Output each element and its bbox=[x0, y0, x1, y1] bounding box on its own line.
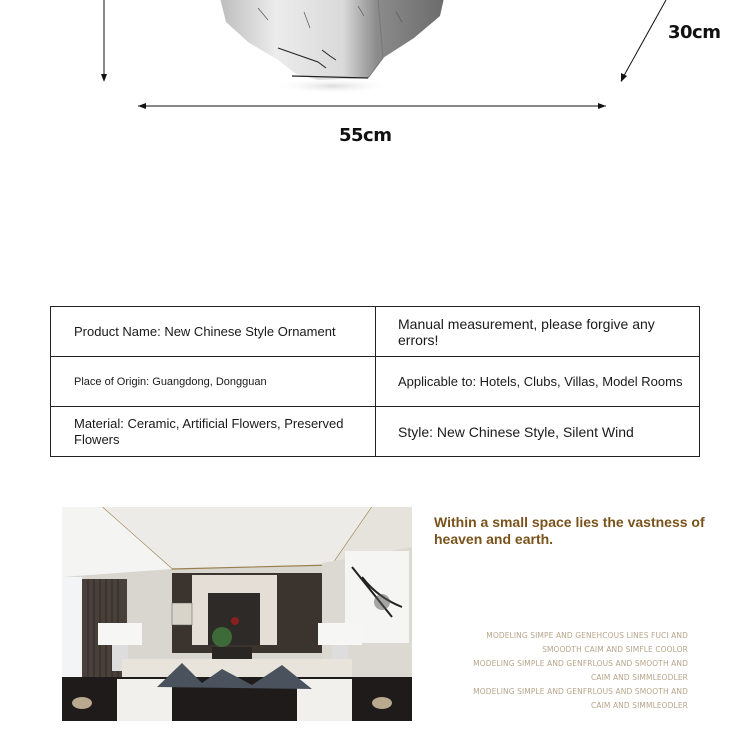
depth-arrow bbox=[621, 0, 666, 82]
feature-headline: Within a small space lies the vastness of heaven and earth. bbox=[434, 514, 705, 547]
width-arrow bbox=[138, 103, 606, 109]
spec-table bbox=[50, 306, 700, 457]
height-arrow bbox=[101, 0, 107, 82]
spec-place-of-origin: Place of Origin: Guangdong, Dongguan bbox=[51, 357, 376, 407]
living-room-photo bbox=[62, 507, 412, 721]
width-dimension-label: 55cm bbox=[339, 125, 392, 146]
fine-print-line: CAIM AND SIMMLEODLER bbox=[591, 701, 688, 710]
dimension-arrows bbox=[0, 0, 750, 120]
spec-style: Style: New Chinese Style, Silent Wind bbox=[398, 423, 634, 440]
fine-print-line: CAIM AND SIMMLEODLER bbox=[591, 673, 688, 682]
depth-dimension-label: 30cm bbox=[668, 22, 721, 43]
spec-material: Material: Ceramic, Artificial Flowers, Preserved Flowers bbox=[51, 407, 376, 456]
fine-print-line: MODELING SIMPLE AND GENFRLOUS AND SMOOTH AND bbox=[473, 659, 688, 668]
fine-print-line: MODELING SIMPLE AND GENFRLOUS AND SMOOTH AND bbox=[473, 687, 688, 696]
spec-applicable-to: Applicable to: Hotels, Clubs, Villas, Model Rooms bbox=[376, 357, 699, 407]
spec-measurement-note: Manual measurement, please forgive any errors! bbox=[376, 307, 699, 357]
fine-print-line: MODELING SIMPE AND GENEHCOUS LINES FUCI AND bbox=[486, 631, 688, 640]
fine-print-line: SMOODTH CAIM AND SIMFLE COOLOR bbox=[542, 645, 688, 654]
spec-product-name: Product Name: New Chinese Style Ornament bbox=[51, 307, 376, 357]
feature-fine-print bbox=[428, 629, 688, 713]
